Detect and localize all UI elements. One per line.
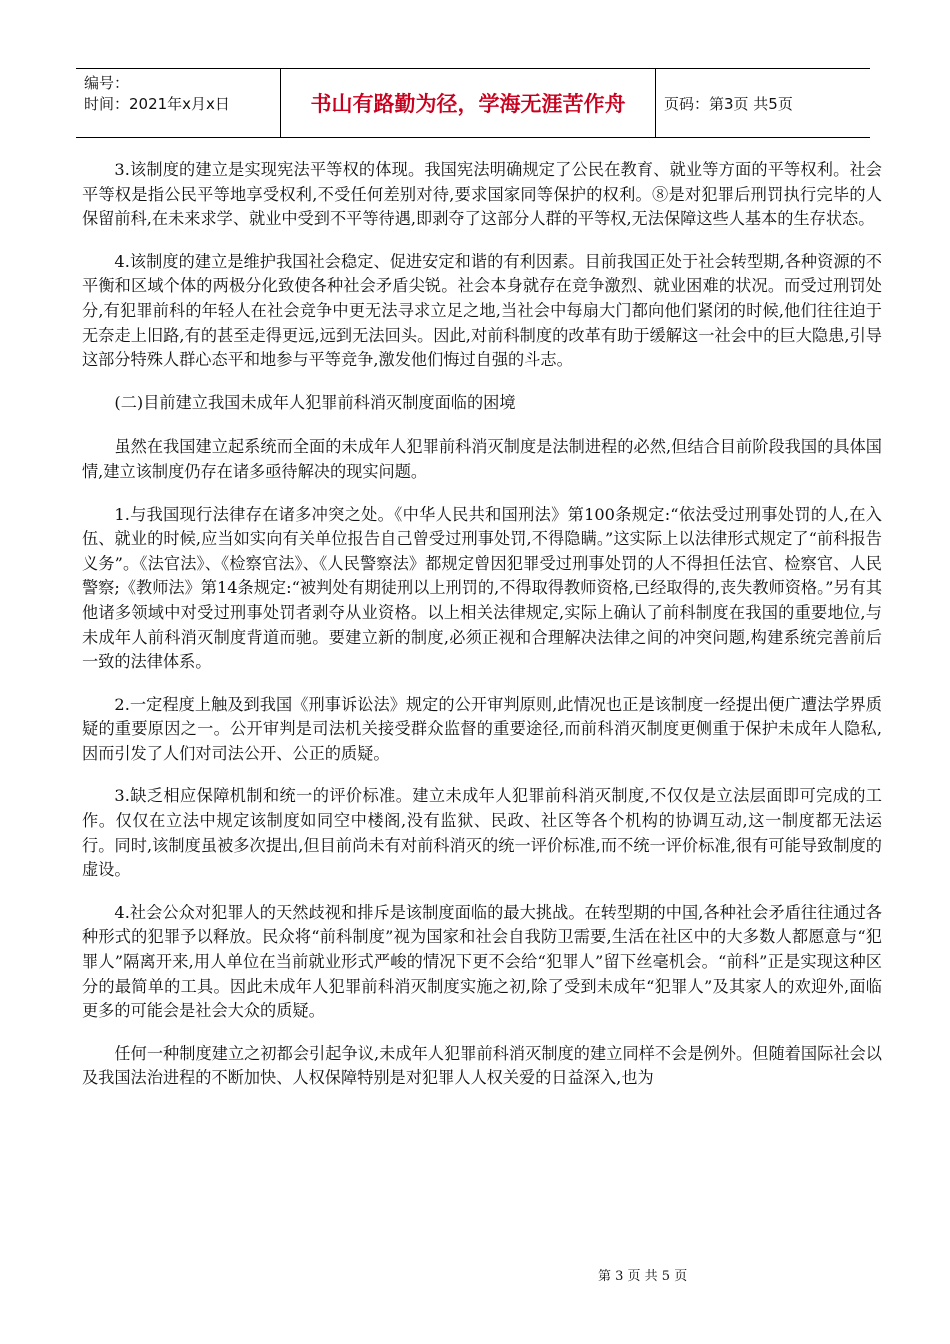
header-page-info: 页码：第3页 共5页 [664,94,793,113]
section-heading-difficulties: (二)目前建立我国未成年人犯罪前科消灭制度面临的困境 [114,392,516,412]
paragraph-conclusion: 任何一种制度建立之初都会引起争议,未成年人犯罪前科消灭制度的建立同样不会是例外。但随着国际社会以及我国法治进程的不断加快、人权保障特别是对犯罪人人权关爱的日益深入,也为 [82,1043,882,1088]
paragraph-public-trial: 2.一定程度上触及到我国《刑事诉讼法》规定的公开审判原则,此情况也正是该制度一经提出便广遭法学界质疑的重要原因之一。公开审判是司法机关接受群众监督的重要途径,而前科消灭制度更侧重于保护未成年人隐私,因而引发了人们对司法公开、公正的质疑。 [82,694,882,763]
paragraph-law-conflict: 1.与我国现行法律存在诸多冲突之处。《中华人民共和国刑法》第100条规定:“依法受过刑事处罚的人,在入伍、就业的时候,应当如实向有关单位报告自己曾受过刑事处罚,不得隐瞒。”这实际上以法律形式规定了“前科报告义务”。《法官法》、《检察官法》、《人民警察法》都规定曾因犯罪受过刑事处罚的人不得担任法官、检察官、人民警察;《教师法》第14条规定:“被判处有期徒刑以上刑罚的,不得取得教师资格,已经取得的,丧失教师资格。”另有其他诸多领域中对受过刑事处罚者剥夺从业资格。以上相关法律规定,实际上确认了前科制度在我国的重要地位,与未成年人前科消灭制度背道而驰。要建立新的制度,必须正视和合理解决法律之间的冲突问题,构建系统完善前后一致的法律体系。 [82,504,883,672]
document-number-label: 编号： [84,74,130,92]
header-motto: 书山有路勤为径，学海无涯苦作舟 [281,69,656,137]
paragraph-lack-of-mechanism: 3.缺乏相应保障机制和统一的评价标准。建立未成年人犯罪前科消灭制度,不仅仅是立法层面即可完成的工作。仅仅在立法中规定该制度如同空中楼阁,没有监狱、民政、社区等各个机构的协调互动,这一制度都无法运行。同时,该制度虽被多次提出,但目前尚未有对前科消灭的统一评价标准,而不统一评价标准,很有可能导致制度的虚设。 [82,786,882,880]
document-time: 时间：2021年x月x日 [84,95,230,113]
paragraph-social-stability: 4.该制度的建立是维护我国社会稳定、促进安定和谐的有利因素。目前我国正处于社会转型期,各种资源的不平衡和区域个体的两极分化致使各种社会矛盾尖锐。社会本身就存在竞争激烈、就业困难的状况。而受过刑罚处分,有犯罪前科的年轻人在社会竞争中更无法寻求立足之地,当社会中每扇大门都向他们紧闭的时候,他们往往迫于无奈走上旧路,有的甚至走得更远,远到无法回头。因此,对前科制度的改革有助于缓解这一社会中的巨大隐患,引导这部分特殊人群心态平和地参与平等竞争,激发他们悔过自强的斗志。 [82,251,882,370]
page-footer: 第 3 页 共 5 页 [598,1269,688,1284]
paragraph-intro-difficulties: 虽然在我国建立起系统而全面的未成年人犯罪前科消灭制度是法制进程的必然,但结合目前阶段我国的具体国情,建立该制度仍存在诸多亟待解决的现实问题。 [82,437,882,481]
header-meta [76,69,281,137]
paragraph-public-discrimination: 4.社会公众对犯罪人的天然歧视和排斥是该制度面临的最大挑战。在转型期的中国,各种社会矛盾往往通过各种形式的犯罪予以释放。民众将“前科制度”视为国家和社会自我防卫需要,生活在社区中的大多数人都愿意与“犯罪人”隔离开来,用人单位在当前就业形式严峻的情况下更不会给“犯罪人”留下丝毫机会。“前科”正是实现这种区分的最简单的工具。因此未成年人犯罪前科消灭制度实施之初,除了受到未成年“犯罪人”及其家人的欢迎外,面临更多的可能会是社会大众的质疑。 [82,902,882,1021]
paragraph-equal-rights: 3.该制度的建立是实现宪法平等权的体现。我国宪法明确规定了公民在教育、就业等方面的平等权利。社会平等权是指公民平等地享受权利,不受任何差别对待,要求国家同等保护的权利。⑧是对犯罪后刑罚执行完毕的人保留前科,在未来求学、就业中受到不平等待遇,即剥夺了这部分人群的平等权,无法保障这些人基本的生存状态。 [82,160,882,229]
document-body [82,158,882,1109]
page-header [76,68,870,138]
